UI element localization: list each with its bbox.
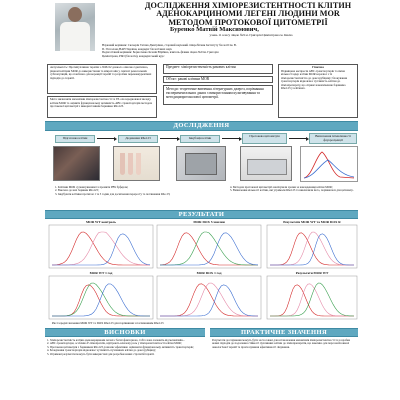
methods-list-right: [230, 186, 360, 193]
method-item: 1. Клітини MOR сусканзуванням та промити PBS буфером;: [55, 185, 129, 189]
research-heading: ДОСЛІДЖЕННЯ: [45, 121, 358, 131]
panel-title: MOR WT 1 год: [89, 271, 113, 275]
methods-text: Методи: теоретичне вивчення літературних джерел, порівняння експериментальних даних з використанням культивування та методиципротоколової цитометрії.: [166, 87, 264, 100]
arrow-3: [222, 138, 240, 139]
relevance-text: Актуальність: Протипухлинна терапія з ЛОХ/22 довколо описано ідентично, рівномі клітини MOR до використання та мікротонів у синтезі рекалольних субпопуляцій, що пов'язано для корекції терапії та розробки переконкурентних підходів до терапії.: [50, 65, 152, 80]
subject-box: [163, 64, 273, 74]
author-photo: [55, 3, 95, 51]
arrow-2: [160, 138, 178, 139]
tube-shape: [136, 153, 141, 175]
histogram-panels: [45, 220, 358, 322]
arrow-4: [289, 138, 307, 139]
conclusion-item: 3. Протокова цитометрія з барвником Rho123 дозволяє ефективно оцінювати функціональну активність транспортерів;: [47, 344, 194, 349]
supervisor-line: Цеміштрана, PhD (біологія), кандидатський курс: [102, 53, 165, 58]
fluorescence-mini-chart: [300, 146, 358, 182]
photo-tubes: [113, 146, 160, 181]
supervisor-line: П. Гіпсалова НАН України, кандидат біологічних наук: [102, 46, 172, 51]
hypothesis-text: Підвищена експресія АВС-транспортерів та зміна кількості ядер клітин MOR корелює з їх хіміорезистентністю до доксорубіцину; блокування транспортерів відновлює чутливість клітин до хіміопрепарату, що сприяє накопиченню барвника Rho123 у клітинах.: [281, 68, 348, 90]
tube-shape: [128, 153, 133, 175]
conclusion-item: 1. Хіміорезистентність клітин аденокарциноми легені є багатофакторною, тобто вона залежить від механізмів...: [47, 338, 185, 342]
conclusions-heading: ВИСНОВКИ: [45, 328, 205, 337]
supervisor-line: Педагогічний керівник: Борисленко Ксенія Юріївна, вчитель фізики ліцею №9 ім. Григорія: [102, 50, 219, 55]
practical-heading: ПРАКТИЧНЕ ЗНАЧЕННЯ: [210, 328, 358, 337]
step-label: Підготовка клітин: [55, 135, 95, 143]
methods-box: [163, 85, 273, 105]
hypothesis-title: Гіпотеза: [312, 65, 324, 69]
results-charts: [45, 220, 358, 322]
subject-text: Предмет: хіміорезистентність ракових клітин: [166, 65, 236, 69]
step-incubate: [180, 135, 220, 143]
step-label: Додавання Rho123: [118, 135, 158, 143]
goal-text: Мета: визначити механізми хіміорезистентності та ГР-опосередкованої вкладу клітин MOR та оцінити функціональну активність АВС-транспортерів методом протокової цитометрії з використанням барвника Rho123.: [50, 97, 153, 108]
panel-title: Результати MOR WT: [295, 271, 329, 275]
supervisor-line: Науковий керівник: Скочерін Тетяна Дмитрівна, старший науковий співробітник Інституту біології ім. В.: [102, 43, 237, 47]
conclusions-list: [47, 339, 205, 356]
figure-caption: Рис.Середні значення MOR WT та DOX Rho123 для порівняння з поглинанням Rho123: [52, 321, 164, 325]
panel-title: MOR DOX 5 хвилин: [193, 220, 225, 224]
conclusion-item: 4. Блокування транспортерів відновлює чутливість пухлинних клітин до доксорубіцину;: [47, 348, 156, 353]
author-name: Буренко Матвій Максимович,: [170, 26, 259, 33]
cytometer-body: [247, 159, 287, 175]
goal-box: [47, 96, 157, 118]
relevance-box: [47, 64, 157, 94]
supervisors: [102, 44, 352, 58]
step-rho: [118, 135, 158, 143]
panel-title: MOR DOX 1 год: [196, 271, 222, 275]
object-text: Об'єкт: ракові клітини MOR: [166, 77, 210, 81]
histogram-frame: [267, 225, 357, 268]
step-fluorescence: [309, 133, 357, 144]
title-line-3: МЕТОДОМ ПРОТОКОВОЇ ЦИТОМЕТРІЇ: [168, 17, 328, 27]
photo-cytometer: [240, 146, 292, 181]
practical-text: Результати дослідження можуть бути застосовані для встановлення механізмів хіміорезистентності та розробки нових підходів до подолання стійкості пухлинних клітин до хіміопрепаратів, що важливо для персоналізованої онкологічної терапії та прогнозування ефективності лікування.: [212, 338, 351, 349]
panel-title: Результати MOR WT та MOR DOX R: [283, 220, 341, 224]
conclusion-item: 2. АВС-транспортери, особливо P-глікопротеїн, відіграють ключову роль у хіміорезистентності клітин MOR;: [47, 341, 182, 346]
title-line-1: ДОСЛІДЖЕННЯ ХІМІОРЕЗИСТЕНТНОСТІ КЛІТИН: [144, 1, 352, 10]
author-affiliation: учень 11 класу ліцею №9 м. Григорія Цеміштрана м. Києва: [209, 33, 293, 37]
method-item: 3. Інкубувати клітини протягом 1 та 3 годин для досягнення переросту та поглинання Rho 23;: [55, 191, 171, 196]
photo-head: [68, 7, 82, 22]
arrow-1: [97, 138, 115, 139]
poster-title: [100, 2, 396, 27]
photo-incubator: [176, 146, 226, 181]
step-label: Протокова цитометрія: [242, 133, 287, 144]
method-item: 4. Методом протокової цитометрії аналізували зразки за накладенням клітин MOR;: [230, 185, 333, 189]
photo-lab-work: [53, 146, 100, 181]
method-item: 2. Внесено до них барвник Rho123;: [55, 188, 99, 193]
title-line-2: АДЕНОКАРЦИНОМИ ЛЕГЕНІ ЛЮДИНИ MOR: [156, 9, 340, 19]
histogram-frame: [267, 276, 357, 319]
results-heading: РЕЗУЛЬТАТИ: [45, 210, 358, 219]
step-prepare: [55, 135, 95, 143]
step-cytometry: [242, 133, 287, 144]
tube-shape: [120, 153, 125, 175]
histogram-frame: [49, 225, 153, 268]
methods-list-left: [55, 186, 190, 196]
hypothesis-box: [278, 64, 358, 118]
incubator-door: [185, 153, 217, 175]
method-item: 5. Визначення кількості клітин, які утримали Rho123 та виключили його, порівнялася для цитометр.: [230, 188, 354, 193]
conclusion-item: 5. Отримані результати можуть бути використані для розробки нових стратегій терапії.: [47, 351, 155, 356]
object-box: [163, 76, 273, 83]
step-label: Інкубація клітин: [180, 135, 220, 143]
panel-title: MOR WT контроль: [85, 220, 116, 224]
photo-lab-coat: [60, 22, 90, 51]
step-label: Визначення інтенсивності флуоресценції: [309, 133, 357, 144]
